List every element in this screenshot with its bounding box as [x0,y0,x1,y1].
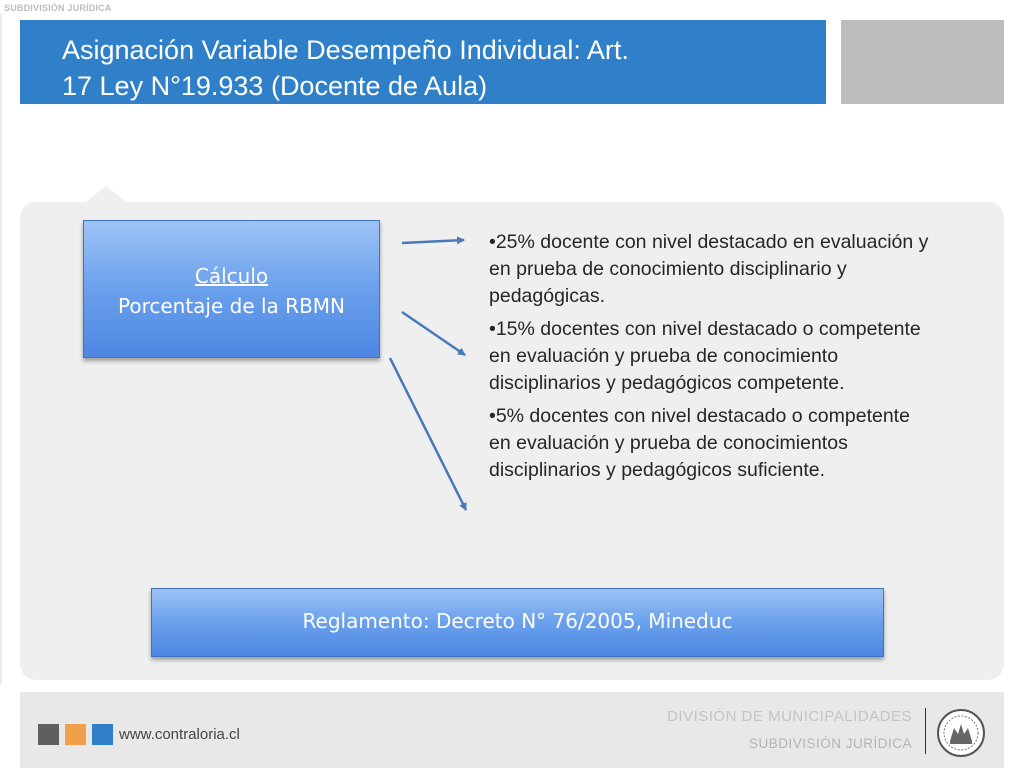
footer [20,692,1004,768]
bullet-list [489,229,929,490]
footer-square-blue [92,724,113,745]
footer-square-grey [38,724,59,745]
title-line-1: Asignación Variable Desempeño Individual: Art. [62,35,629,65]
panel-notch [84,186,128,203]
subdivision-label: SUBDIVISIÓN JURÍDICA [748,736,912,751]
title-line-2: 17 Ley N°19.933 (Docente de Aula) [62,71,488,101]
calculo-subtitle: Porcentaje de la RBMN [117,294,346,318]
footer-divider [925,708,926,754]
left-rule [0,14,2,684]
header-tag: SUBDIVISIÓN JURÍDICA [4,3,112,13]
calculo-title: Cálculo [194,264,269,288]
calculo-box [83,220,380,358]
bullet-item: •5% docentes con nivel destacado o competente en evaluación y prueba de conocimientos disciplinarios y pedagógicos suficiente. [489,405,910,481]
website-link[interactable]: www.contraloria.cl [119,726,240,743]
footer-square-orange [65,724,86,745]
division-label: DIVISIÓN DE MUNICIPALIDADES [667,708,912,725]
bullet-item: •25% docente con nivel destacado en evaluación y en prueba de conocimiento disciplinario y pedagógicas. [489,231,929,307]
header-grey-block [841,20,1004,104]
contraloria-seal-icon [936,708,986,758]
title-bar [20,20,826,104]
bullet-item: •15% docentes con nivel destacado o competente en evaluación y prueba de conocimiento disciplinarios y pedagógicos competente. [489,318,921,394]
reglamento-box: Reglamento: Decreto N° 76/2005, Mineduc [151,588,884,657]
